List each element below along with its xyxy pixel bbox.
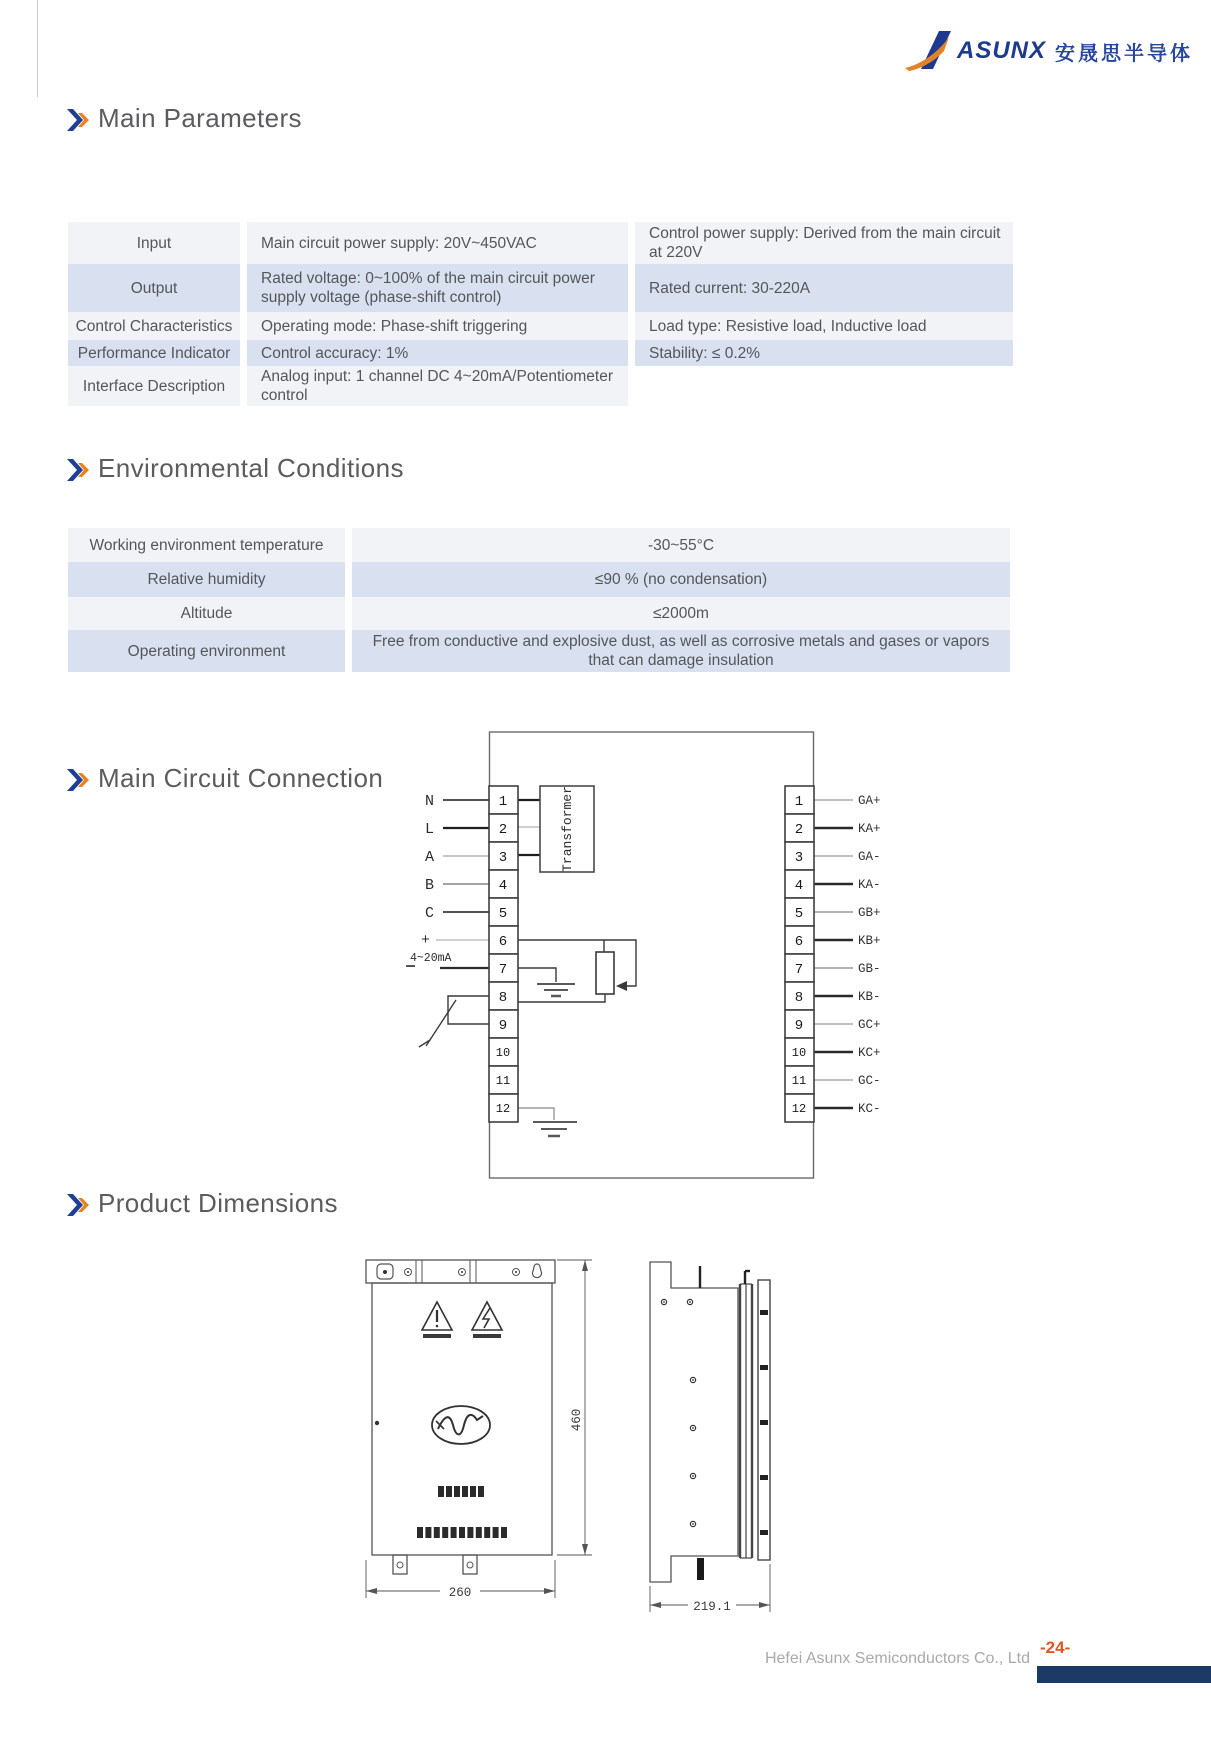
mp-row-label: Interface Description	[68, 366, 240, 406]
lead-label: KA-	[858, 878, 881, 892]
ec-row-label: Altitude	[68, 597, 345, 630]
side-view-outline	[650, 1262, 738, 1582]
side-view-hole-dots	[663, 1301, 694, 1525]
mp-row-label: Control Characteristics	[68, 312, 240, 340]
svg-text:10: 10	[495, 1046, 511, 1060]
lead-label: C	[424, 905, 434, 922]
nameplate-text-marks	[417, 1486, 507, 1538]
mp-row-spec: Analog input: 1 channel DC 4~20mA/Potentiometer control	[247, 366, 628, 406]
left-lead-labels	[421, 793, 434, 949]
brand-name: ASUNX	[957, 37, 1047, 64]
svg-text:7: 7	[498, 962, 508, 978]
svg-text:5: 5	[498, 906, 508, 922]
side-hole-dot	[375, 1421, 379, 1425]
lead-label: GA+	[858, 794, 881, 808]
section-title-text: Product Dimensions	[98, 1188, 338, 1218]
section-title-main-parameters	[65, 103, 302, 134]
bottom-pin	[697, 1558, 704, 1580]
section-chevron-icon	[65, 768, 91, 792]
dim-arrow-icon	[759, 1602, 770, 1608]
dim-arrow-icon	[366, 1588, 377, 1594]
section-title-text: Environmental Conditions	[98, 453, 404, 483]
potentiometer-wiring	[518, 940, 636, 1002]
svg-text:2: 2	[498, 822, 508, 838]
mp-row-spec2: Load type: Resistive load, Inductive load	[635, 312, 1013, 340]
mp-row-spec2: Stability: ≤ 0.2%	[635, 340, 1013, 366]
side-view-plates	[740, 1284, 752, 1558]
front-height-dimension	[557, 1260, 592, 1555]
svg-text:1: 1	[794, 794, 804, 810]
mp-row-spec2: Rated current: 30-220A	[635, 264, 1013, 312]
section-title-text: Main Circuit Connection	[98, 763, 384, 793]
mp-row-spec: Control accuracy: 1%	[247, 340, 628, 366]
svg-text:12: 12	[495, 1102, 511, 1116]
ec-row-label: Working environment temperature	[68, 528, 345, 562]
brand-logo	[903, 26, 1193, 76]
main-parameters-table	[68, 222, 1013, 406]
section-chevron-icon	[65, 1193, 91, 1217]
external-switch	[419, 996, 489, 1047]
lead-label: KB-	[858, 990, 881, 1004]
section-chevron-icon	[65, 458, 91, 482]
foot-hole	[467, 1562, 473, 1568]
potentiometer	[596, 952, 614, 994]
lead-label: GB-	[858, 962, 881, 976]
front-width-label: 260	[448, 1586, 472, 1600]
mp-row-spec: Operating mode: Phase-shift triggering	[247, 312, 628, 340]
lead-label: L	[424, 821, 434, 838]
mp-row-spec2: Control power supply: Derived from the main circuit at 220V	[635, 222, 1013, 264]
front-height-label: 460	[570, 1408, 584, 1432]
lead-label: KC-	[858, 1102, 881, 1116]
wiper-arrow-icon	[616, 981, 627, 991]
section-chevron-icon	[65, 108, 91, 132]
lead-label: KB+	[858, 934, 881, 948]
dim-arrow-icon	[650, 1602, 661, 1608]
ground-icon	[537, 984, 575, 996]
top-pins	[700, 1266, 750, 1288]
svg-text:8: 8	[498, 990, 508, 1006]
analog-plus-label: +	[420, 932, 430, 949]
svg-text:11: 11	[495, 1074, 511, 1088]
brand-name-chinese: 安晟思半导体	[1055, 42, 1194, 65]
mp-row-label: Performance Indicator	[68, 340, 240, 366]
fin-marks	[760, 1310, 768, 1535]
mp-row-label: Input	[68, 222, 240, 264]
section-title-main-circuit-connection	[65, 763, 383, 794]
analog-range-label: 4~20mA	[410, 952, 452, 965]
lead-label: GB+	[858, 906, 881, 920]
svg-text:10: 10	[791, 1046, 807, 1060]
front-oval-logo	[432, 1406, 490, 1444]
lead-label: GC-	[858, 1074, 881, 1088]
svg-text:5: 5	[794, 906, 804, 922]
ec-row-value: -30~55°C	[352, 528, 1010, 562]
dim-arrow-icon	[544, 1588, 555, 1594]
ec-row-value: Free from conductive and explosive dust, as well as corrosive metals and gases or vapors that can damage insulation	[352, 630, 1010, 672]
section-title-text: Main Parameters	[98, 103, 302, 133]
svg-text:1: 1	[498, 794, 508, 810]
ground-wire	[518, 1108, 554, 1120]
svg-text:3: 3	[498, 850, 508, 866]
lead-label: GA-	[858, 850, 881, 864]
ec-row-value: ≤2000m	[352, 597, 1010, 630]
lead-label: B	[424, 877, 434, 894]
main-circuit-connection-diagram	[380, 718, 920, 1193]
side-depth-label: 219.1	[693, 1600, 731, 1614]
warning-label-icons	[422, 1302, 502, 1338]
svg-text:2: 2	[794, 822, 804, 838]
footer-company-name: Hefei Asunx Semiconductors Co., Ltd	[764, 1650, 1030, 1667]
ec-row-label: Operating environment	[68, 630, 345, 672]
lead-label: A	[424, 849, 434, 866]
page-margin-line	[37, 0, 38, 97]
section-title-product-dimensions	[65, 1188, 338, 1219]
svg-text:6: 6	[498, 934, 508, 950]
transformer-label: Transformer	[560, 786, 575, 872]
svg-text:12: 12	[791, 1102, 807, 1116]
svg-text:11: 11	[791, 1074, 807, 1088]
product-dimension-drawings	[290, 1240, 820, 1640]
svg-text:6: 6	[794, 934, 804, 950]
svg-text:4: 4	[498, 878, 508, 894]
right-lead-labels	[858, 794, 881, 1116]
side-view-holes	[661, 1299, 695, 1526]
svg-text:9: 9	[794, 1018, 804, 1034]
ground-icon	[533, 1122, 577, 1136]
mp-row-spec: Main circuit power supply: 20V~450VAC	[247, 222, 628, 264]
left-lead-wires	[436, 800, 489, 968]
front-view-outline	[366, 1260, 555, 1574]
right-lead-wires	[813, 800, 853, 1108]
mp-row-label: Output	[68, 264, 240, 312]
footer-accent-bar	[1037, 1666, 1211, 1683]
lead-label: KA+	[858, 822, 881, 836]
mounting-bar-details	[377, 1260, 542, 1283]
dim-arrow-icon	[582, 1544, 588, 1555]
ec-row-value: ≤90 % (no condensation)	[352, 562, 1010, 597]
lead-label: KC+	[858, 1046, 881, 1060]
lead-label: N	[424, 793, 434, 810]
dim-arrow-icon	[582, 1260, 588, 1271]
svg-text:3: 3	[794, 850, 804, 866]
foot-hole	[397, 1562, 403, 1568]
asunx-logo-icon	[903, 27, 955, 75]
mp-row-spec: Rated voltage: 0~100% of the main circuit power supply voltage (phase-shift control)	[247, 264, 628, 312]
environmental-conditions-table	[68, 528, 1010, 672]
lead-label: GC+	[858, 1018, 881, 1032]
svg-text:4: 4	[794, 878, 804, 894]
svg-text:8: 8	[794, 990, 804, 1006]
mp-row-spec2	[635, 366, 1013, 406]
pear-hole	[532, 1264, 541, 1278]
section-title-environmental-conditions	[65, 453, 404, 484]
svg-text:9: 9	[498, 1018, 508, 1034]
ec-row-label: Relative humidity	[68, 562, 345, 597]
page-number: -24-	[1040, 1638, 1071, 1657]
svg-text:7: 7	[794, 962, 804, 978]
